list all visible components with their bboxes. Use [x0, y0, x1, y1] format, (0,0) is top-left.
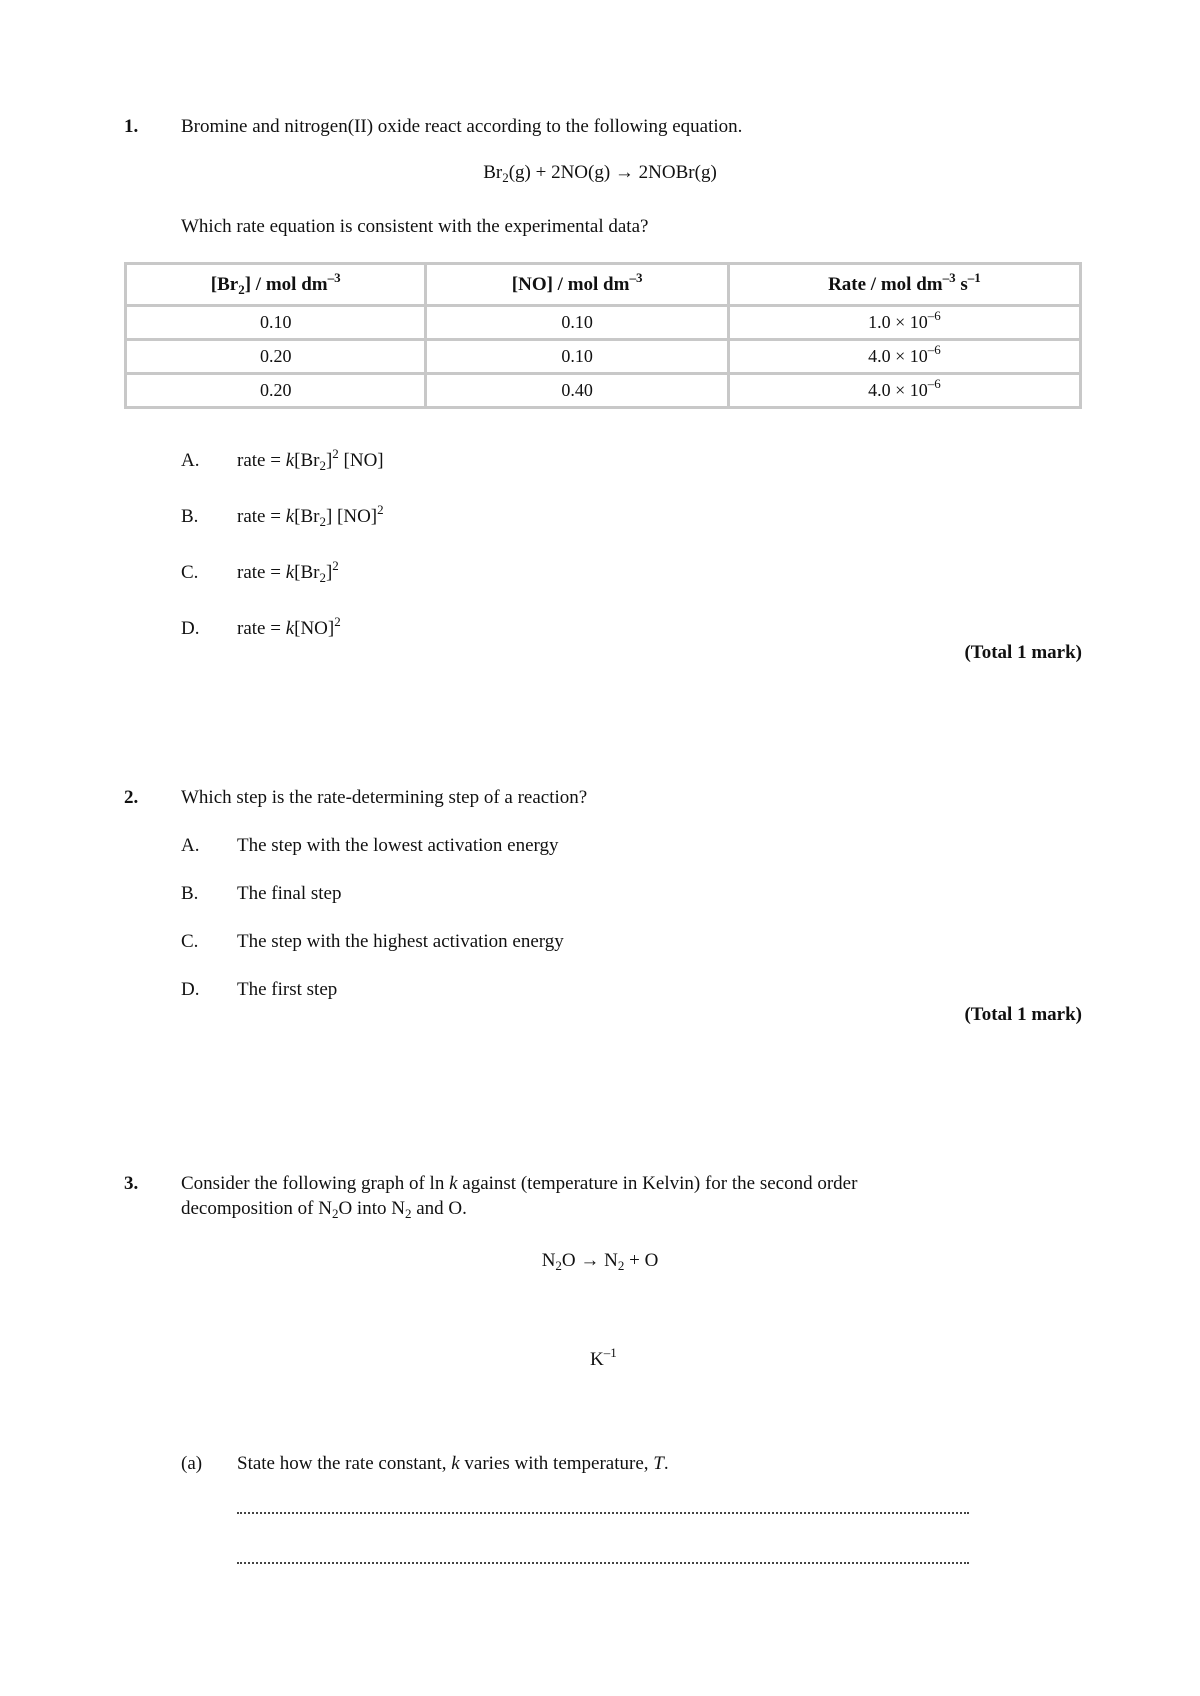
answer-line-2[interactable]: [237, 1562, 969, 1564]
q2-option-c-text: The step with the highest activation energy: [237, 931, 564, 952]
question-1-number: 1.: [124, 116, 139, 137]
question-1-total-mark: (Total 1 mark): [964, 642, 1082, 663]
question-3a-text: State how the rate constant, k varies with temperature, T.: [237, 1453, 669, 1474]
question-3-line-1: Consider the following graph of ln k against (temperature in Kelvin) for the second order: [181, 1173, 858, 1194]
table-row: [126, 374, 1081, 408]
q1-option-a-text: rate = $k[Br_2]^2$ [NO]: [237, 446, 384, 473]
question-2-total-mark: (Total 1 mark): [964, 1004, 1082, 1025]
table-row: [126, 340, 1081, 374]
table-cell-no: 0.10: [426, 306, 728, 340]
q1-option-c-text: rate = $k[Br_2]^2$: [237, 558, 339, 585]
table-cell-br2: 0.20: [126, 374, 426, 408]
question-3-line-2: decomposition of $N_2O$ into $N_2$ and O.: [181, 1198, 467, 1221]
table-header-no: [NO] / mol $dm^{-3}$: [426, 264, 728, 306]
q2-option-c-letter: C.: [181, 931, 199, 952]
q2-option-d-text: The first step: [237, 979, 338, 1000]
q1-option-b-text: rate = $k[Br_2]$ [NO]$^2$: [237, 502, 384, 529]
table-cell-no: 0.10: [426, 340, 728, 374]
question-3a-label: (a): [181, 1453, 203, 1474]
table-cell-br2: 0.10: [126, 306, 426, 340]
q1-option-d-text: rate = k[NO]$^2$: [237, 614, 341, 639]
q1-option-c: C.: [181, 562, 199, 583]
table-cell-rate: $1.0 \times 10^{-6}$: [728, 306, 1080, 340]
question-1-prompt: Which rate equation is consistent with the experimental data?: [181, 216, 649, 237]
table-header-br2: $[Br_2]$ / mol $dm^{-3}$: [126, 264, 426, 306]
table-header-rate: Rate / mol $dm^{-3}$ $s^{-1}$: [728, 264, 1080, 306]
answer-line-1[interactable]: [237, 1512, 969, 1514]
table-cell-br2: 0.20: [126, 340, 426, 374]
q1-option-d: D.: [181, 618, 200, 639]
question-2-number: 2.: [124, 787, 139, 808]
rate-data-table: [124, 262, 1082, 409]
table-cell-rate: $4.0 \times 10^{-6}$: [728, 374, 1080, 408]
table-row: [126, 306, 1081, 340]
graph-axis-unit-label: $K^{-1}$: [590, 1345, 617, 1370]
table-header-row: [126, 264, 1081, 306]
q2-option-a-text: The step with the lowest activation energy: [237, 835, 559, 856]
table-cell-no: 0.40: [426, 374, 728, 408]
question-1-equation: $Br_2(g) + 2NO(g)$ → 2NOBr(g): [483, 162, 717, 185]
question-3-equation: $N_2O \to N_2 + O$: [541, 1250, 659, 1273]
q2-option-b-text: The final step: [237, 883, 342, 904]
q2-option-b-letter: B.: [181, 883, 199, 904]
q1-option-b: B.: [181, 506, 199, 527]
question-2-prompt: Which step is the rate-determining step of a reaction?: [181, 787, 588, 808]
q1-option-a: A.: [181, 450, 200, 471]
table-cell-rate: $4.0 \times 10^{-6}$: [728, 340, 1080, 374]
question-3-number: 3.: [124, 1173, 139, 1194]
question-1-intro: Bromine and nitrogen(II) oxide react according to the following equation.: [181, 116, 743, 137]
q2-option-a-letter: A.: [181, 835, 200, 856]
q2-option-d-letter: D.: [181, 979, 200, 1000]
